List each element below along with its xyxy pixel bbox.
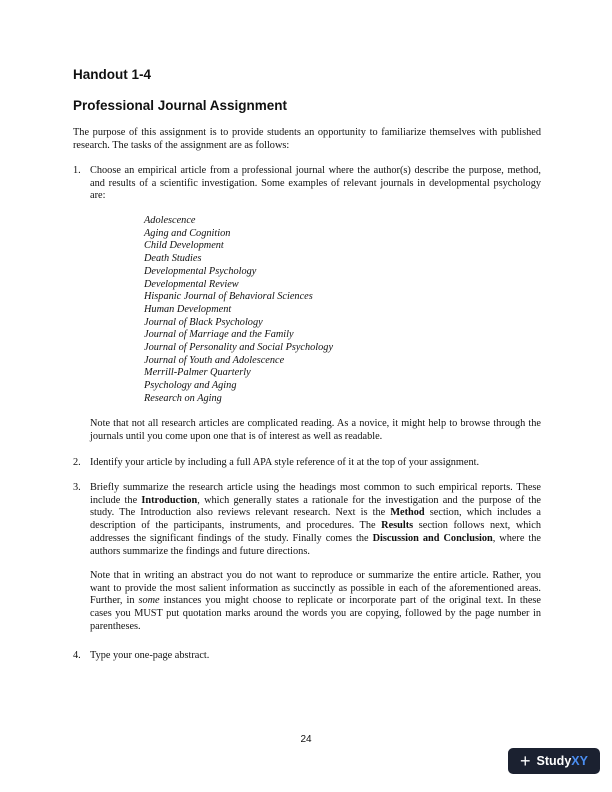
journal-item: Journal of Personality and Social Psychology	[144, 342, 334, 354]
intro-paragraph: The purpose of this assignment is to provide students an opportunity to familiarize themselves with published research. The tasks of the assignment are as follows:	[73, 127, 541, 151]
journal-item: Journal of Marriage and the Family	[144, 329, 294, 341]
list-number: 3.	[73, 482, 81, 493]
text-run: instances you might choose to replicate or incorporate part of the original text. In these cases you MUST put quotation marks around the words you are copying, followed by the page number in parentheses.	[90, 595, 541, 632]
journal-item: Psychology and Aging	[144, 380, 237, 392]
page-number: 24	[300, 734, 312, 745]
list-text: Identify your article by including a full APA style reference of it at the top of your assignment.	[90, 457, 480, 468]
journal-item: Human Development	[144, 303, 232, 315]
journal-item: Death Studies	[144, 253, 202, 265]
journal-item: Developmental Review	[144, 278, 239, 290]
journal-item: Hispanic Journal of Behavioral Sciences	[144, 291, 313, 303]
journal-item: Child Development	[144, 240, 224, 252]
heading-discussion: Discussion and Conclusion	[372, 532, 493, 544]
note-paragraph-2	[90, 570, 541, 634]
journal-item: Merrill-Palmer Quarterly	[144, 367, 251, 379]
text-run: section, which includes a description of the participants, instruments, and procedures. The	[90, 507, 541, 532]
handout-label: Handout 1-4	[73, 67, 152, 82]
list-text: Choose an empirical article from a professional journal where the author(s) describe the purpose, method, and results of a scientific investigation. Some examples of relevant journals in developmental psychology are:	[90, 165, 541, 202]
heading-results: Results	[381, 520, 414, 532]
watermark-study: Study	[536, 754, 572, 768]
watermark-text	[537, 754, 588, 768]
page-title: Professional Journal Assignment	[73, 98, 288, 113]
journal-item: Research on Aging	[144, 392, 222, 404]
plus-icon: +	[520, 751, 531, 771]
text-run: Note that in writing an abstract you do not want to reproduce or summarize the entire article. Rather, you want to provide the most salient information as succinctly as possible in each of the aforementioned areas. Further, in	[90, 570, 541, 607]
list-text	[90, 482, 541, 558]
text-run: section follows next, which addresses the significant findings of the study. Finally comes the	[90, 520, 541, 544]
journal-item: Adolescence	[144, 215, 196, 226]
heading-introduction: Introduction	[141, 494, 198, 506]
note-paragraph-1: Note that not all research articles are complicated reading. As a novice, it might help to browse through the journals until you come upon one that is of interest as well as readable.	[90, 418, 541, 442]
list-text: Type your one-page abstract.	[90, 650, 210, 661]
journal-item: Aging and Cognition	[144, 227, 231, 239]
watermark-xy: XY	[571, 754, 588, 768]
journal-item: Journal of Youth and Adolescence	[144, 354, 285, 366]
heading-method: Method	[390, 507, 425, 519]
list-number: 1.	[73, 165, 81, 176]
journal-item: Journal of Black Psychology	[144, 316, 263, 328]
studyxy-watermark[interactable]	[508, 748, 600, 774]
text-run: Briefly summarize the research article using the headings most common to such empirical reports. These include the	[90, 482, 541, 506]
journal-list	[144, 215, 333, 406]
journal-item: Developmental Psychology	[144, 265, 257, 277]
list-number: 4.	[73, 650, 81, 661]
list-number: 2.	[73, 457, 81, 468]
text-run: , which generally states a rationale for the investigation and the purpose of the study. The Introduction also reviews relevant research. Next is the	[90, 494, 541, 519]
text-run: , where the authors summarize the findings and future directions.	[90, 532, 541, 557]
emphasis-some: some	[138, 595, 160, 607]
